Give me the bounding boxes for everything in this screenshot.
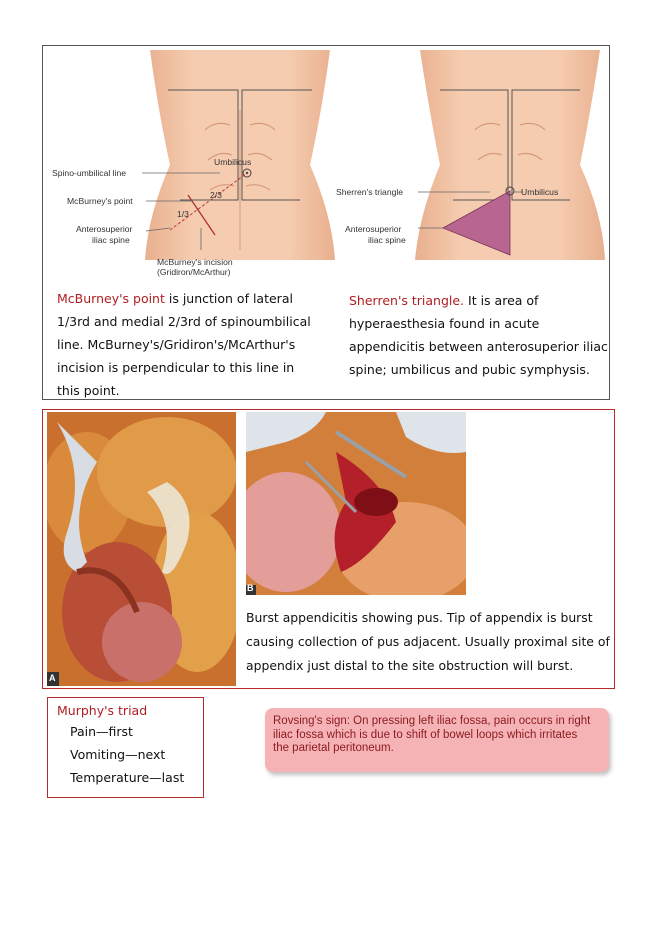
- sherren-term: Sherren's triangle.: [349, 293, 465, 308]
- triad-item: Vomiting—next: [70, 747, 166, 762]
- surgical-photo-b: [246, 412, 466, 595]
- burst-line: Burst appendicitis showing pus. Tip of appendix is burst: [246, 610, 593, 625]
- label-umbilicus-1: Umbilicus: [214, 157, 252, 167]
- label-two-thirds: 2/3: [210, 190, 222, 200]
- label-one-third: 1/3: [177, 209, 189, 219]
- label-spino-umbilical-line: Spino-umbilical line: [52, 168, 127, 178]
- fig1-leader-lines: [100, 150, 280, 270]
- murphys-triad-list: [70, 720, 184, 789]
- mcburney-line: line. McBurney's/Gridiron's/McArthur's: [57, 337, 296, 352]
- sherren-description: [349, 289, 611, 381]
- fig2-leader-lines: [385, 180, 515, 240]
- photo-label-b: B: [247, 583, 254, 593]
- triad-item: Temperature—last: [70, 770, 185, 785]
- label-umbilicus-2: Umbilicus: [521, 187, 559, 197]
- mcburney-line: incision is perpendicular to this line in: [57, 360, 295, 375]
- burst-line: causing collection of pus adjacent. Usually proximal site of: [246, 634, 610, 649]
- sherren-line: appendicitis between anterosuperior iliac: [349, 339, 608, 354]
- label-mcburneys-point: McBurney's point: [67, 196, 133, 206]
- burst-line: appendix just distal to the site obstruction will burst.: [246, 658, 574, 673]
- label-asis-1: Anterosuperior: [76, 224, 133, 234]
- mcburney-description: [57, 287, 327, 402]
- surgical-photo-a: [47, 412, 236, 686]
- mcburney-line: is junction of lateral: [164, 291, 293, 306]
- burst-appendicitis-text: [246, 606, 612, 678]
- label-asis-2b: iliac spine: [368, 235, 406, 245]
- label-asis-2: Anterosuperior: [345, 224, 402, 234]
- mcburney-term: McBurney's point: [57, 291, 165, 306]
- label-incision-2: (Gridiron/McArthur): [157, 267, 231, 277]
- mcburney-line: this point.: [57, 383, 120, 398]
- label-asis-1b: iliac spine: [92, 235, 130, 245]
- label-sherrens-triangle: Sherren's triangle: [336, 187, 404, 197]
- rovsings-sign-box: [265, 708, 609, 772]
- sherren-line: It is area of: [464, 293, 539, 308]
- photo-label-a: A: [49, 673, 56, 683]
- murphys-triad-title: Murphy's triad: [57, 703, 148, 718]
- rovsings-sign-text: Rovsing's sign: On pressing left iliac fossa, pain occurs in right iliac fossa which is due to shift of bowel loops which irritates the parietal peritoneum.: [273, 715, 591, 754]
- sherren-line: hyperaesthesia found in acute: [349, 316, 540, 331]
- mcburney-line: 1/3rd and medial 2/3rd of spinoumbilical: [57, 314, 311, 329]
- triad-item: Pain—first: [70, 724, 133, 739]
- label-incision-1: McBurney's incision: [157, 257, 233, 267]
- sherren-line: spine; umbilicus and pubic symphysis.: [349, 362, 590, 377]
